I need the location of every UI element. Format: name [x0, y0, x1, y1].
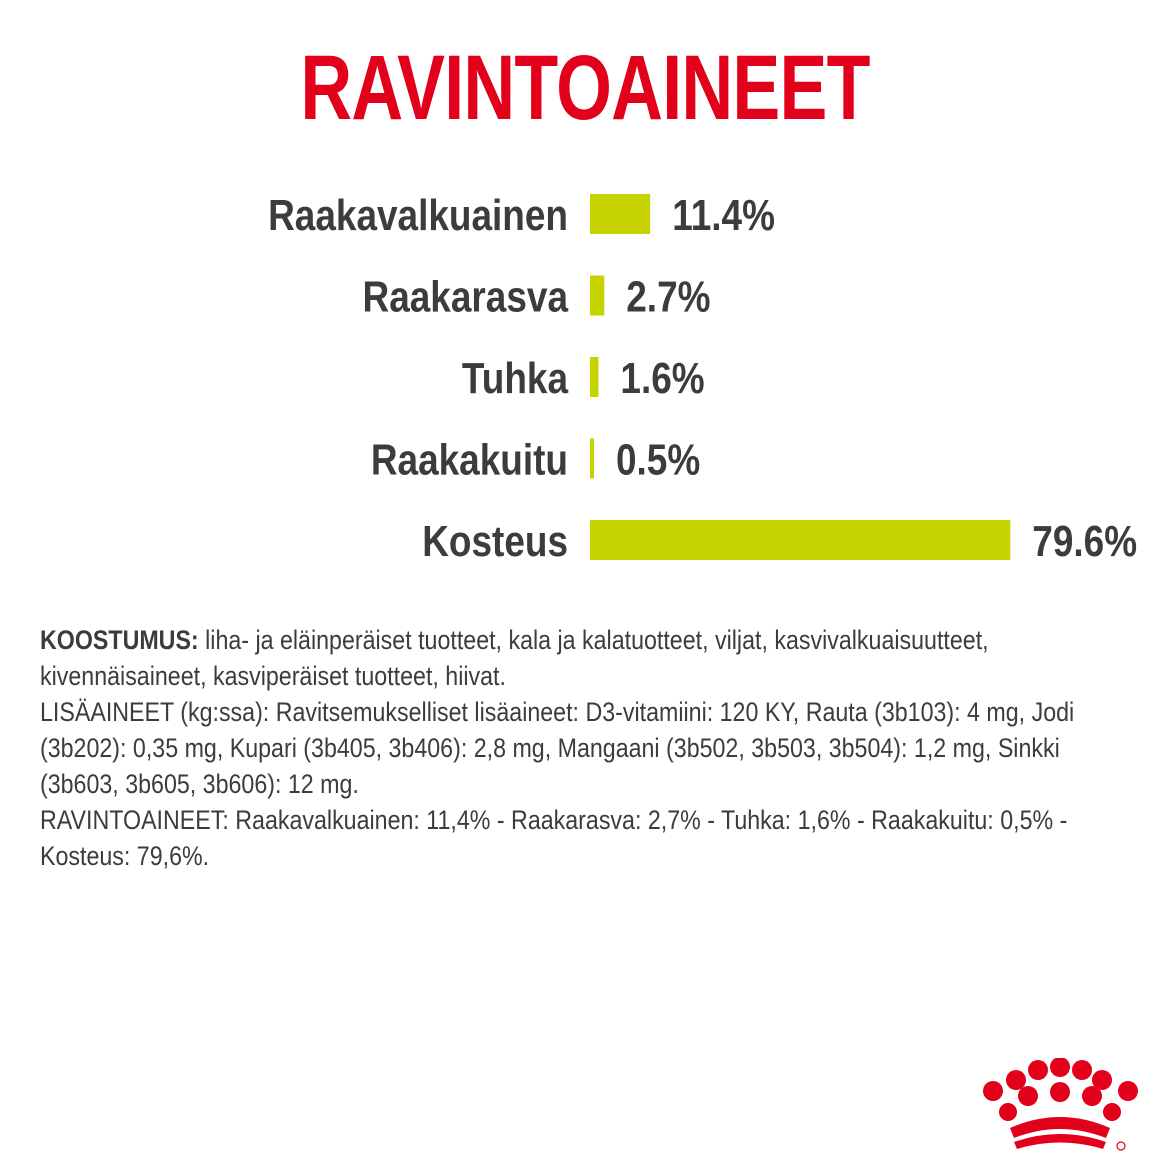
- value-label: 79.6%: [1032, 515, 1138, 566]
- category-label: Tuhka: [461, 352, 568, 403]
- bar: [590, 357, 598, 397]
- koostumus-paragraph: [40, 622, 1132, 694]
- bar: [590, 194, 650, 234]
- value-label: 1.6%: [620, 352, 705, 403]
- crown-logo-icon: [978, 1058, 1148, 1158]
- composition-text: [40, 622, 1140, 874]
- ravintoaineet-paragraph: RAVINTOAINEET: Raakavalkuainen: 11,4% - Raakarasva: 2,7% - Tuhka: 1,6% - Raakakuitu: 0,5% - Kosteus: 79,6%.: [40, 805, 1068, 871]
- category-label: Kosteus: [422, 515, 568, 566]
- page-title: RAVINTOAINEET: [300, 37, 870, 139]
- category-label: Raakakuitu: [370, 434, 568, 485]
- koostumus-label: KOOSTUMUS:: [40, 625, 199, 655]
- value-label: 0.5%: [615, 434, 701, 485]
- koostumus-text: liha- ja eläinperäiset tuotteet, kala ja kalatuotteet, viljat, kasvivalkuaisuutteet, kivennäisaineet, kasviperäiset tuotteet, hiivat.: [40, 625, 989, 691]
- bar: [590, 276, 604, 316]
- value-label: 11.4%: [672, 189, 775, 240]
- value-label: 2.7%: [626, 271, 711, 322]
- bar: [590, 439, 594, 479]
- nutrient-bar-chart: [0, 170, 1170, 580]
- category-label: Raakavalkuainen: [268, 189, 568, 240]
- category-label: Raakarasva: [362, 271, 568, 322]
- bar: [590, 520, 1010, 560]
- lisaaineet-paragraph: LISÄAINEET (kg:ssa): Ravitsemukselliset lisäaineet: D3-vitamiini: 120 KY, Rauta (3b103): 4 mg, Jodi (3b202): 0,35 mg, Kupari (3b405, 3b406): 2,8 mg, Mangaani (3b502, 3b503, 3b504): 1,2 mg, Sinkki (3b603, 3b605, 3b606): 12 mg.: [40, 697, 1075, 799]
